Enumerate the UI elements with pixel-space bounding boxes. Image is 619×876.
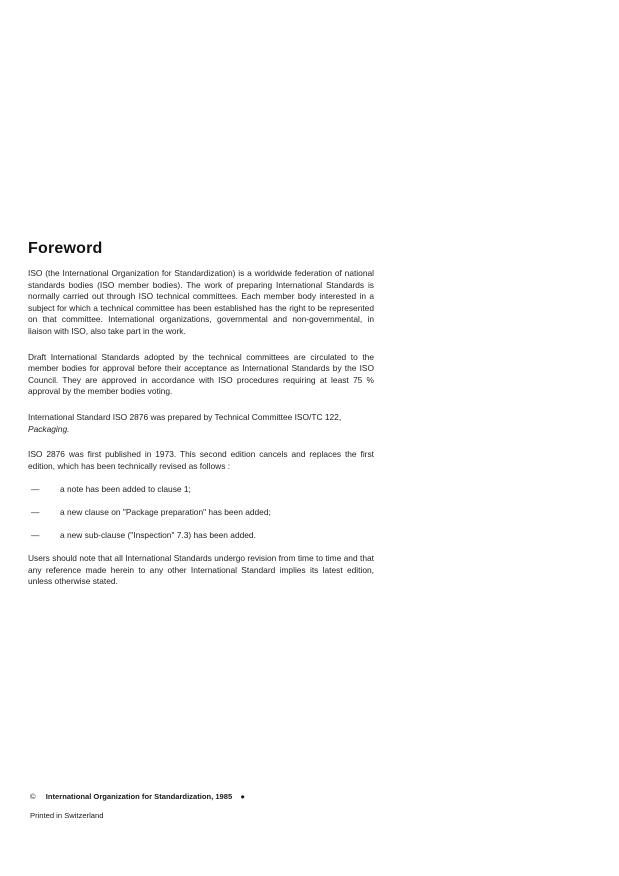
committee-name: Packaging.	[28, 423, 70, 434]
list-dash: —	[31, 506, 40, 517]
foreword-paragraph-revision-note: Users should note that all International Standards undergo revision from time to time and that any reference made herein to any other International Standard implies its latest edition, unless otherwise stated.	[28, 553, 374, 587]
revision-text: a new sub-clause ("Inspection" 7.3) has been added.	[60, 529, 256, 540]
list-dash: —	[31, 484, 40, 495]
foreword-paragraph-approval: Draft International Standards adopted by the technical committees are circulated to the member bodies for approval before their acceptance as International Standards by the ISO Council. They are approved in accordance with ISO procedures requiring at least 75 % approval by the member bodies voting.	[28, 351, 374, 397]
copyright-line	[30, 792, 245, 801]
copyright-text: International Organization for Standardization, 1985	[45, 792, 233, 801]
revision-list	[28, 484, 374, 541]
foreword-paragraph-organization: ISO (the International Organization for Standardization) is a worldwide federation of national standards bodies (ISO member bodies). The work of preparing International Standards is normally carried out through ISO technical committees. Each member body interested in a subject for which a technical committee has been established has the right to be represented on that committee. International organizations, governmental and non-governmental, in liaison with ISO, also take part in the work.	[28, 268, 374, 336]
printed-location: Printed in Switzerland	[30, 811, 104, 820]
revision-text: a note has been added to clause 1;	[60, 484, 191, 495]
revision-list-item	[28, 530, 374, 542]
bullet-icon: ●	[240, 792, 245, 801]
revision-list-item	[28, 507, 374, 519]
revision-list-item	[28, 484, 374, 496]
revision-text: a new clause on "Package preparation" has been added;	[60, 506, 271, 517]
foreword-body	[28, 268, 374, 602]
foreword-heading: Foreword	[28, 240, 103, 257]
foreword-paragraph-committee	[28, 412, 374, 435]
foreword-paragraph-edition: ISO 2876 was first published in 1973. This second edition cancels and replaces the first edition, which has been technically revised as follows :	[28, 449, 374, 471]
copyright-symbol: ©	[30, 792, 36, 801]
list-dash: —	[31, 529, 40, 540]
committee-statement: International Standard ISO 2876 was prepared by Technical Committee ISO/TC 122,	[28, 411, 342, 422]
